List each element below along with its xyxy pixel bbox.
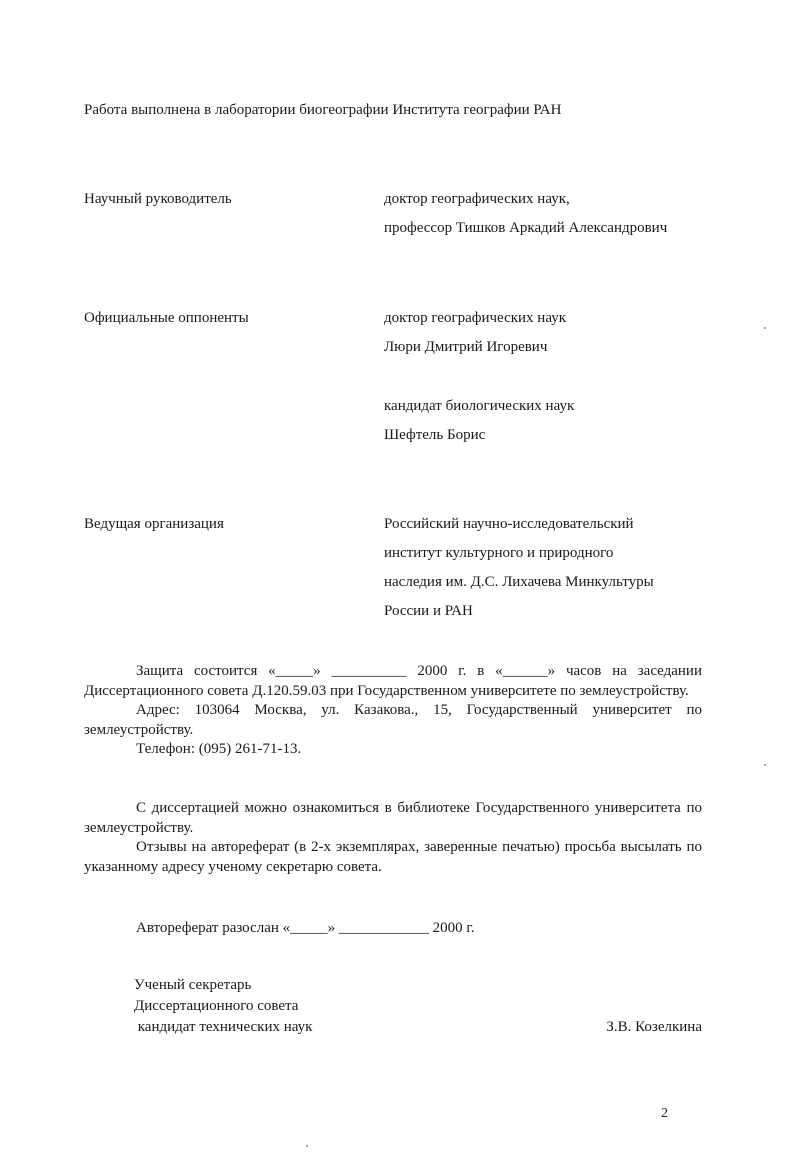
lead-org-line-4: России и РАН	[384, 603, 473, 619]
signature-title: Ученый секретарь	[134, 977, 252, 993]
opponent-2-degree: кандидат биологических наук	[384, 398, 575, 414]
signature-row	[134, 1017, 702, 1038]
defense-block	[84, 662, 702, 760]
lead-org-line-3: наследия им. Д.С. Лихачева Минкультуры	[384, 574, 654, 590]
lead-org-line-1: Российский научно-исследовательский	[384, 516, 634, 532]
supervisor-degree: доктор географических наук,	[384, 191, 570, 207]
defense-address: Адрес: 103064 Москва, ул. Казакова., 15, Государственный университет по землеустройству.	[84, 702, 702, 738]
opponent-1-name: Люри Дмитрий Игоревич	[384, 339, 548, 355]
page-number: 2	[661, 1106, 668, 1121]
defense-phone: Телефон: (095) 261-71-13.	[136, 741, 302, 757]
supervisor-name: профессор Тишков Аркадий Александрович	[384, 220, 668, 236]
intro-line: Работа выполнена в лаборатории биогеографии Института географии РАН	[84, 102, 562, 118]
scan-speck	[306, 1145, 308, 1147]
scan-speck	[764, 327, 766, 329]
opponent-1-degree: доктор географических наук	[384, 310, 567, 326]
scan-speck	[764, 764, 766, 766]
library-block	[84, 799, 702, 877]
lead-org-line-2: институт культурного и природного	[384, 545, 614, 561]
signature-degree: кандидат технических наук	[134, 1019, 313, 1035]
supervisor-label: Научный руководитель	[84, 191, 232, 207]
opponent-2-name: Шефтель Борис	[384, 427, 486, 443]
mailing-date: Автореферат разослан «_____» ____________ 2000 г.	[136, 920, 475, 936]
opponents-label: Официальные оппоненты	[84, 310, 249, 326]
reviews-note: Отзывы на автореферат (в 2-х экземплярах, заверенные печатью) просьба высылать по указанному адресу ученому секретарю совета.	[84, 839, 702, 875]
lead-org-label: Ведущая организация	[84, 516, 224, 532]
defense-announcement: Защита состоится «_____» __________ 2000 г. в «______» часов на заседании Диссертационного совета Д.120.59.03 при Государственном университете по землеустройству.	[84, 663, 702, 699]
signature-block	[134, 975, 702, 1038]
signature-council: Диссертационного совета	[134, 998, 299, 1014]
library-note: С диссертацией можно ознакомиться в библиотеке Государственного университета по землеустройству.	[84, 800, 702, 836]
signature-name: З.В. Козелкина	[606, 1019, 702, 1035]
